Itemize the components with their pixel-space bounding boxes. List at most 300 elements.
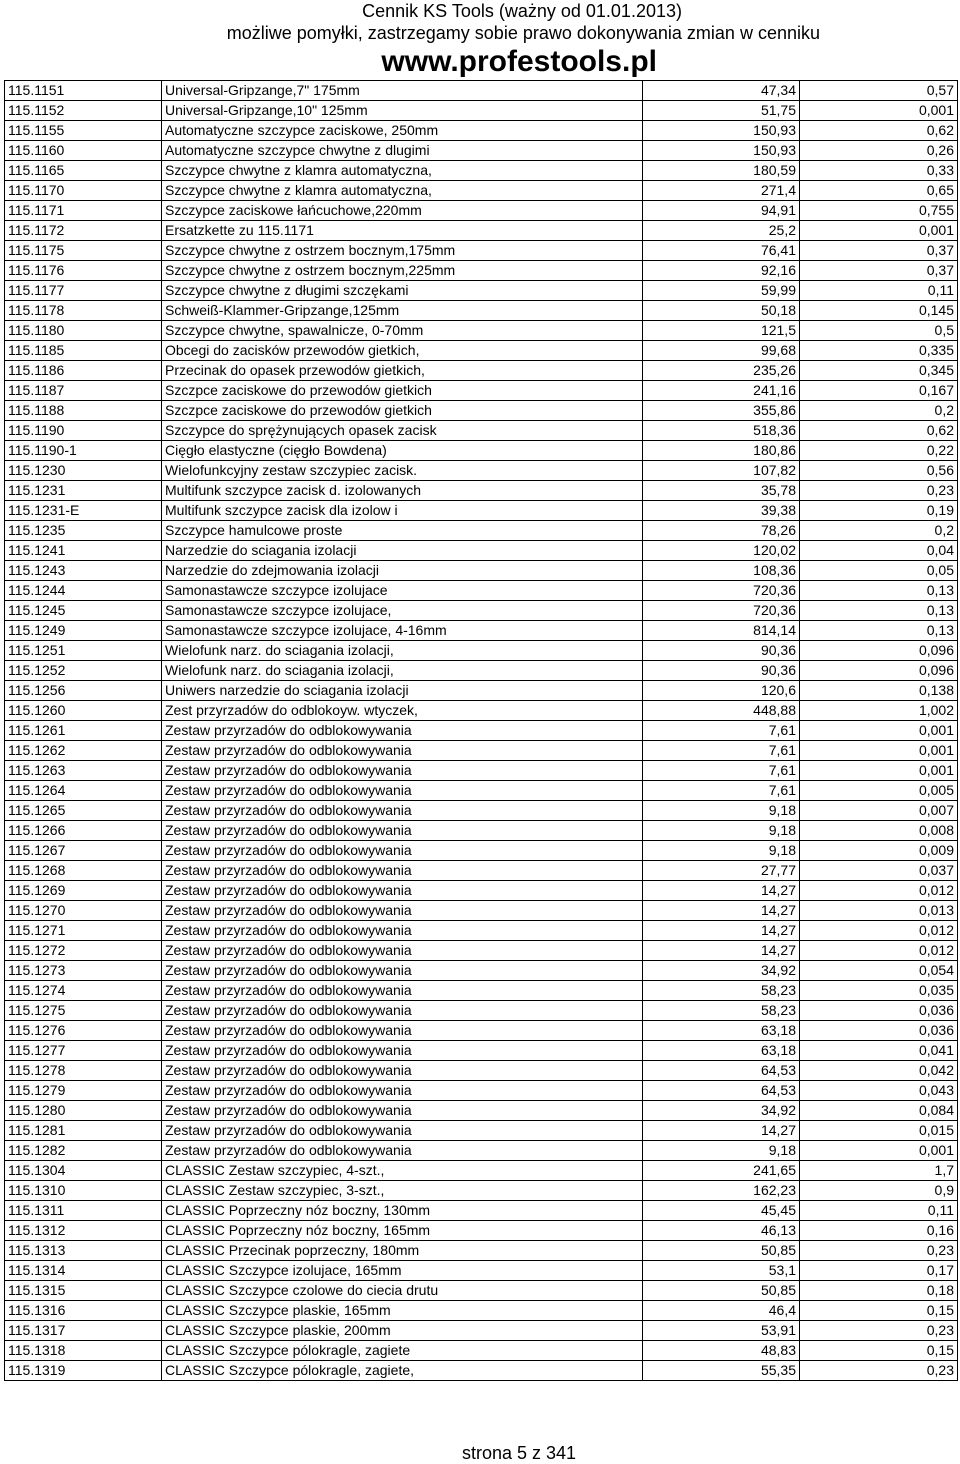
product-weight-cell: 0,755 [800, 201, 958, 221]
product-name-cell: Narzedzie do sciagania izolacji [162, 541, 643, 561]
page-footer [0, 1442, 960, 1464]
table-row [5, 761, 958, 781]
table-row [5, 281, 958, 301]
product-name-cell: CLASSIC Szczypce czolowe do ciecia drutu [162, 1281, 643, 1301]
product-name-cell: Szczypce do sprężynujących opasek zacisk [162, 421, 643, 441]
product-code-cell: 115.1243 [5, 561, 162, 581]
product-weight-cell: 0,167 [800, 381, 958, 401]
product-code-cell: 115.1265 [5, 801, 162, 821]
product-name-cell: Zestaw przyrzadów do odblokowywania [162, 801, 643, 821]
product-name-cell: CLASSIC Szczypce pólokragle, zagiete [162, 1341, 643, 1361]
product-name-cell: Wielofunk narz. do sciagania izolacji, [162, 661, 643, 681]
table-row [5, 1341, 958, 1361]
product-price-cell: 120,02 [643, 541, 800, 561]
product-name-cell: Zestaw przyrzadów do odblokowywania [162, 1041, 643, 1061]
product-price-cell: 814,14 [643, 621, 800, 641]
product-price-cell: 9,18 [643, 1141, 800, 1161]
table-row [5, 1361, 958, 1381]
product-code-cell: 115.1262 [5, 741, 162, 761]
product-price-cell: 63,18 [643, 1021, 800, 1041]
product-code-cell: 115.1278 [5, 1061, 162, 1081]
table-row [5, 301, 958, 321]
table-row [5, 581, 958, 601]
product-code-cell: 115.1186 [5, 361, 162, 381]
product-price-cell: 64,53 [643, 1081, 800, 1101]
table-row [5, 241, 958, 261]
product-code-cell: 115.1316 [5, 1301, 162, 1321]
table-row [5, 361, 958, 381]
product-price-cell: 94,91 [643, 201, 800, 221]
product-name-cell: Zestaw przyrzadów do odblokowywania [162, 941, 643, 961]
table-row [5, 721, 958, 741]
product-name-cell: Szczypce chwytne z klamra automatyczna, [162, 181, 643, 201]
product-code-cell: 115.1160 [5, 141, 162, 161]
product-weight-cell: 0,13 [800, 621, 958, 641]
product-code-cell: 115.1190 [5, 421, 162, 441]
product-price-cell: 235,26 [643, 361, 800, 381]
product-weight-cell: 0,001 [800, 761, 958, 781]
product-price-cell: 150,93 [643, 121, 800, 141]
product-weight-cell: 0,62 [800, 421, 958, 441]
product-code-cell: 115.1175 [5, 241, 162, 261]
table-row [5, 441, 958, 461]
product-name-cell: Zestaw przyrzadów do odblokowywania [162, 1001, 643, 1021]
website-url: www.profestools.pl [381, 45, 657, 78]
product-weight-cell: 0,008 [800, 821, 958, 841]
table-row [5, 1181, 958, 1201]
product-price-cell: 48,83 [643, 1341, 800, 1361]
disclaimer-text: możliwe pomyłki, zastrzegamy sobie prawo dokonywania zmian w cenniku [226, 23, 820, 43]
product-name-cell: Zestaw przyrzadów do odblokowywania [162, 961, 643, 981]
product-price-cell: 121,5 [643, 321, 800, 341]
product-code-cell: 115.1275 [5, 1001, 162, 1021]
product-code-cell: 115.1274 [5, 981, 162, 1001]
table-row [5, 801, 958, 821]
product-price-cell: 46,4 [643, 1301, 800, 1321]
table-row [5, 701, 958, 721]
table-row [5, 641, 958, 661]
product-price-cell: 58,23 [643, 981, 800, 1001]
product-name-cell: Zestaw przyrzadów do odblokowywania [162, 721, 643, 741]
product-price-cell: 9,18 [643, 821, 800, 841]
product-code-cell: 115.1277 [5, 1041, 162, 1061]
product-price-cell: 107,82 [643, 461, 800, 481]
product-weight-cell: 0,22 [800, 441, 958, 461]
product-name-cell: Zestaw przyrzadów do odblokowywania [162, 841, 643, 861]
product-name-cell: Szczpce zaciskowe do przewodów gietkich [162, 401, 643, 421]
product-code-cell: 115.1319 [5, 1361, 162, 1381]
product-weight-cell: 0,335 [800, 341, 958, 361]
product-weight-cell: 0,096 [800, 661, 958, 681]
product-code-cell: 115.1318 [5, 1341, 162, 1361]
product-price-cell: 150,93 [643, 141, 800, 161]
product-code-cell: 115.1314 [5, 1261, 162, 1281]
product-code-cell: 115.1256 [5, 681, 162, 701]
product-weight-cell: 0,037 [800, 861, 958, 881]
price-list-title: Cennik KS Tools (ważny od 01.01.2013) [362, 1, 682, 21]
product-price-cell: 180,86 [643, 441, 800, 461]
table-row [5, 101, 958, 121]
table-row [5, 341, 958, 361]
table-row [5, 521, 958, 541]
product-name-cell: Wielofunkcyjny zestaw szczypiec zacisk. [162, 461, 643, 481]
product-code-cell: 115.1190-1 [5, 441, 162, 461]
product-name-cell: CLASSIC Zestaw szczypiec, 3-szt., [162, 1181, 643, 1201]
product-code-cell: 115.1176 [5, 261, 162, 281]
product-code-cell: 115.1270 [5, 901, 162, 921]
product-weight-cell: 0,012 [800, 881, 958, 901]
product-code-cell: 115.1317 [5, 1321, 162, 1341]
product-price-cell: 14,27 [643, 901, 800, 921]
table-row [5, 221, 958, 241]
product-weight-cell: 0,001 [800, 721, 958, 741]
product-code-cell: 115.1231 [5, 481, 162, 501]
product-code-cell: 115.1264 [5, 781, 162, 801]
product-weight-cell: 0,054 [800, 961, 958, 981]
product-price-cell: 9,18 [643, 801, 800, 821]
product-weight-cell: 0,37 [800, 241, 958, 261]
product-weight-cell: 0,23 [800, 481, 958, 501]
table-row [5, 821, 958, 841]
product-price-cell: 241,16 [643, 381, 800, 401]
table-row [5, 141, 958, 161]
price-table-body [5, 81, 958, 1381]
product-price-cell: 46,13 [643, 1221, 800, 1241]
table-row [5, 1281, 958, 1301]
table-row [5, 1021, 958, 1041]
table-row [5, 501, 958, 521]
table-row [5, 1061, 958, 1081]
product-code-cell: 115.1273 [5, 961, 162, 981]
product-code-cell: 115.1185 [5, 341, 162, 361]
table-row [5, 421, 958, 441]
product-weight-cell: 0,17 [800, 1261, 958, 1281]
product-price-cell: 35,78 [643, 481, 800, 501]
product-price-cell: 9,18 [643, 841, 800, 861]
product-weight-cell: 0,084 [800, 1101, 958, 1121]
product-weight-cell: 0,23 [800, 1321, 958, 1341]
table-row [5, 1321, 958, 1341]
product-name-cell: Szczpce zaciskowe do przewodów gietkich [162, 381, 643, 401]
table-row [5, 1261, 958, 1281]
product-weight-cell: 0,65 [800, 181, 958, 201]
product-name-cell: Zestaw przyrzadów do odblokowywania [162, 821, 643, 841]
product-price-cell: 39,38 [643, 501, 800, 521]
table-row [5, 881, 958, 901]
table-row [5, 621, 958, 641]
product-weight-cell: 0,138 [800, 681, 958, 701]
product-name-cell: CLASSIC Szczypce izolujace, 165mm [162, 1261, 643, 1281]
product-code-cell: 115.1267 [5, 841, 162, 861]
table-row [5, 81, 958, 101]
product-weight-cell: 0,37 [800, 261, 958, 281]
product-code-cell: 115.1271 [5, 921, 162, 941]
table-row [5, 681, 958, 701]
table-row [5, 1141, 958, 1161]
product-code-cell: 115.1311 [5, 1201, 162, 1221]
table-row [5, 401, 958, 421]
product-name-cell: Multifunk szczypce zacisk dla izolow i [162, 501, 643, 521]
product-code-cell: 115.1252 [5, 661, 162, 681]
product-weight-cell: 0,015 [800, 1121, 958, 1141]
product-name-cell: Automatyczne szczypce chwytne z dlugimi [162, 141, 643, 161]
product-code-cell: 115.1245 [5, 601, 162, 621]
table-row [5, 1121, 958, 1141]
product-name-cell: CLASSIC Poprzeczny nóz boczny, 165mm [162, 1221, 643, 1241]
product-code-cell: 115.1249 [5, 621, 162, 641]
product-price-cell: 76,41 [643, 241, 800, 261]
product-weight-cell: 0,9 [800, 1181, 958, 1201]
product-price-cell: 162,23 [643, 1181, 800, 1201]
table-row [5, 461, 958, 481]
product-code-cell: 115.1151 [5, 81, 162, 101]
product-name-cell: Szczypce chwytne z długimi szczękami [162, 281, 643, 301]
product-code-cell: 115.1315 [5, 1281, 162, 1301]
product-price-cell: 90,36 [643, 661, 800, 681]
product-weight-cell: 0,036 [800, 1021, 958, 1041]
product-weight-cell: 0,56 [800, 461, 958, 481]
product-code-cell: 115.1260 [5, 701, 162, 721]
product-code-cell: 115.1280 [5, 1101, 162, 1121]
product-code-cell: 115.1170 [5, 181, 162, 201]
table-row [5, 661, 958, 681]
product-name-cell: Zestaw przyrzadów do odblokowywania [162, 761, 643, 781]
product-price-cell: 64,53 [643, 1061, 800, 1081]
product-price-cell: 53,91 [643, 1321, 800, 1341]
product-name-cell: Automatyczne szczypce zaciskowe, 250mm [162, 121, 643, 141]
product-code-cell: 115.1312 [5, 1221, 162, 1241]
product-code-cell: 115.1251 [5, 641, 162, 661]
product-code-cell: 115.1304 [5, 1161, 162, 1181]
product-name-cell: Zestaw przyrzadów do odblokowywania [162, 921, 643, 941]
product-name-cell: CLASSIC Przecinak poprzeczny, 180mm [162, 1241, 643, 1261]
product-code-cell: 115.1178 [5, 301, 162, 321]
product-price-cell: 120,6 [643, 681, 800, 701]
product-weight-cell: 0,012 [800, 921, 958, 941]
product-code-cell: 115.1276 [5, 1021, 162, 1041]
product-name-cell: Zest przyrzadów do odblokoyw. wtyczek, [162, 701, 643, 721]
product-weight-cell: 0,009 [800, 841, 958, 861]
product-weight-cell: 1,7 [800, 1161, 958, 1181]
product-weight-cell: 0,007 [800, 801, 958, 821]
table-row [5, 181, 958, 201]
product-name-cell: Zestaw przyrzadów do odblokowywania [162, 1121, 643, 1141]
product-weight-cell: 0,11 [800, 1201, 958, 1221]
product-name-cell: Ersatzkette zu 115.1171 [162, 221, 643, 241]
table-row [5, 1041, 958, 1061]
product-name-cell: Przecinak do opasek przewodów gietkich, [162, 361, 643, 381]
product-price-cell: 180,59 [643, 161, 800, 181]
table-row [5, 841, 958, 861]
product-name-cell: Uniwers narzedzie do sciagania izolacji [162, 681, 643, 701]
table-row [5, 381, 958, 401]
table-row [5, 1201, 958, 1221]
product-price-cell: 51,75 [643, 101, 800, 121]
product-code-cell: 115.1235 [5, 521, 162, 541]
product-weight-cell: 0,036 [800, 1001, 958, 1021]
product-price-cell: 271,4 [643, 181, 800, 201]
product-name-cell: Samonastawcze szczypce izolujace, 4-16mm [162, 621, 643, 641]
table-row [5, 781, 958, 801]
product-name-cell: Zestaw przyrzadów do odblokowywania [162, 1101, 643, 1121]
product-name-cell: Szczypce zaciskowe łańcuchowe,220mm [162, 201, 643, 221]
product-code-cell: 115.1263 [5, 761, 162, 781]
product-weight-cell: 0,62 [800, 121, 958, 141]
product-price-cell: 7,61 [643, 761, 800, 781]
product-code-cell: 115.1152 [5, 101, 162, 121]
product-weight-cell: 0,005 [800, 781, 958, 801]
product-weight-cell: 0,13 [800, 601, 958, 621]
product-name-cell: Zestaw przyrzadów do odblokowywania [162, 1081, 643, 1101]
product-code-cell: 115.1231-E [5, 501, 162, 521]
table-row [5, 981, 958, 1001]
table-row [5, 1081, 958, 1101]
product-price-cell: 58,23 [643, 1001, 800, 1021]
product-name-cell: Universal-Gripzange,7" 175mm [162, 81, 643, 101]
product-code-cell: 115.1172 [5, 221, 162, 241]
product-name-cell: Zestaw przyrzadów do odblokowywania [162, 781, 643, 801]
product-price-cell: 7,61 [643, 781, 800, 801]
product-weight-cell: 0,33 [800, 161, 958, 181]
product-code-cell: 115.1313 [5, 1241, 162, 1261]
table-row [5, 561, 958, 581]
product-weight-cell: 0,04 [800, 541, 958, 561]
product-name-cell: Szczypce chwytne z ostrzem bocznym,225mm [162, 261, 643, 281]
product-price-cell: 50,85 [643, 1281, 800, 1301]
product-price-cell: 720,36 [643, 601, 800, 621]
product-weight-cell: 0,096 [800, 641, 958, 661]
table-row [5, 601, 958, 621]
product-weight-cell: 0,001 [800, 101, 958, 121]
product-name-cell: Cięgło elastyczne (cięgło Bowdena) [162, 441, 643, 461]
product-code-cell: 115.1241 [5, 541, 162, 561]
product-weight-cell: 0,145 [800, 301, 958, 321]
product-price-cell: 99,68 [643, 341, 800, 361]
price-table [4, 80, 958, 1381]
product-price-cell: 63,18 [643, 1041, 800, 1061]
product-weight-cell: 1,002 [800, 701, 958, 721]
product-weight-cell: 0,57 [800, 81, 958, 101]
product-name-cell: Multifunk szczypce zacisk d. izolowanych [162, 481, 643, 501]
product-name-cell: Szczypce chwytne z ostrzem bocznym,175mm [162, 241, 643, 261]
table-row [5, 741, 958, 761]
product-weight-cell: 0,18 [800, 1281, 958, 1301]
product-weight-cell: 0,013 [800, 901, 958, 921]
product-name-cell: Zestaw przyrzadów do odblokowywania [162, 741, 643, 761]
product-code-cell: 115.1261 [5, 721, 162, 741]
product-weight-cell: 0,11 [800, 281, 958, 301]
product-price-cell: 518,36 [643, 421, 800, 441]
product-weight-cell: 0,15 [800, 1341, 958, 1361]
product-name-cell: Zestaw przyrzadów do odblokowywania [162, 1141, 643, 1161]
table-row [5, 861, 958, 881]
product-weight-cell: 0,001 [800, 741, 958, 761]
product-price-cell: 53,1 [643, 1261, 800, 1281]
product-weight-cell: 0,035 [800, 981, 958, 1001]
product-name-cell: Zestaw przyrzadów do odblokowywania [162, 981, 643, 1001]
table-row [5, 921, 958, 941]
product-price-cell: 34,92 [643, 961, 800, 981]
product-name-cell: Szczypce hamulcowe proste [162, 521, 643, 541]
product-weight-cell: 0,345 [800, 361, 958, 381]
product-price-cell: 7,61 [643, 721, 800, 741]
table-row [5, 1001, 958, 1021]
product-weight-cell: 0,2 [800, 401, 958, 421]
table-row [5, 1161, 958, 1181]
product-price-cell: 14,27 [643, 941, 800, 961]
product-price-cell: 448,88 [643, 701, 800, 721]
product-name-cell: Szczypce chwytne z klamra automatyczna, [162, 161, 643, 181]
table-row [5, 941, 958, 961]
product-weight-cell: 0,16 [800, 1221, 958, 1241]
product-price-cell: 14,27 [643, 921, 800, 941]
product-code-cell: 115.1272 [5, 941, 162, 961]
product-code-cell: 115.1279 [5, 1081, 162, 1101]
product-name-cell: Obcegi do zacisków przewodów gietkich, [162, 341, 643, 361]
product-price-cell: 241,65 [643, 1161, 800, 1181]
table-row [5, 1221, 958, 1241]
product-price-cell: 27,77 [643, 861, 800, 881]
product-name-cell: Samonastawcze szczypce izolujace [162, 581, 643, 601]
product-price-cell: 50,18 [643, 301, 800, 321]
product-name-cell: CLASSIC Szczypce plaskie, 165mm [162, 1301, 643, 1321]
table-row [5, 1241, 958, 1261]
table-row [5, 161, 958, 181]
product-code-cell: 115.1165 [5, 161, 162, 181]
product-price-cell: 355,86 [643, 401, 800, 421]
product-price-cell: 720,36 [643, 581, 800, 601]
product-name-cell: Zestaw przyrzadów do odblokowywania [162, 901, 643, 921]
product-weight-cell: 0,043 [800, 1081, 958, 1101]
product-name-cell: Zestaw przyrzadów do odblokowywania [162, 881, 643, 901]
product-name-cell: CLASSIC Szczypce plaskie, 200mm [162, 1321, 643, 1341]
product-weight-cell: 0,23 [800, 1241, 958, 1261]
product-weight-cell: 0,13 [800, 581, 958, 601]
product-price-cell: 92,16 [643, 261, 800, 281]
product-code-cell: 115.1269 [5, 881, 162, 901]
product-price-cell: 78,26 [643, 521, 800, 541]
product-name-cell: Zestaw przyrzadów do odblokowywania [162, 861, 643, 881]
product-name-cell: Wielofunk narz. do sciagania izolacji, [162, 641, 643, 661]
product-name-cell: Narzedzie do zdejmowania izolacji [162, 561, 643, 581]
product-code-cell: 115.1187 [5, 381, 162, 401]
table-row [5, 901, 958, 921]
product-code-cell: 115.1281 [5, 1121, 162, 1141]
product-price-cell: 55,35 [643, 1361, 800, 1381]
product-name-cell: CLASSIC Szczypce pólokragle, zagiete, [162, 1361, 643, 1381]
product-price-cell: 90,36 [643, 641, 800, 661]
product-name-cell: CLASSIC Poprzeczny nóz boczny, 130mm [162, 1201, 643, 1221]
table-row [5, 541, 958, 561]
table-row [5, 261, 958, 281]
table-row [5, 1101, 958, 1121]
product-price-cell: 108,36 [643, 561, 800, 581]
product-price-cell: 45,45 [643, 1201, 800, 1221]
product-price-cell: 50,85 [643, 1241, 800, 1261]
product-code-cell: 115.1188 [5, 401, 162, 421]
product-code-cell: 115.1266 [5, 821, 162, 841]
product-name-cell: Samonastawcze szczypce izolujace, [162, 601, 643, 621]
product-code-cell: 115.1177 [5, 281, 162, 301]
product-weight-cell: 0,05 [800, 561, 958, 581]
product-price-cell: 59,99 [643, 281, 800, 301]
product-price-cell: 14,27 [643, 881, 800, 901]
product-weight-cell: 0,012 [800, 941, 958, 961]
product-price-cell: 25,2 [643, 221, 800, 241]
product-name-cell: Universal-Gripzange,10" 125mm [162, 101, 643, 121]
product-price-cell: 34,92 [643, 1101, 800, 1121]
product-price-cell: 47,34 [643, 81, 800, 101]
